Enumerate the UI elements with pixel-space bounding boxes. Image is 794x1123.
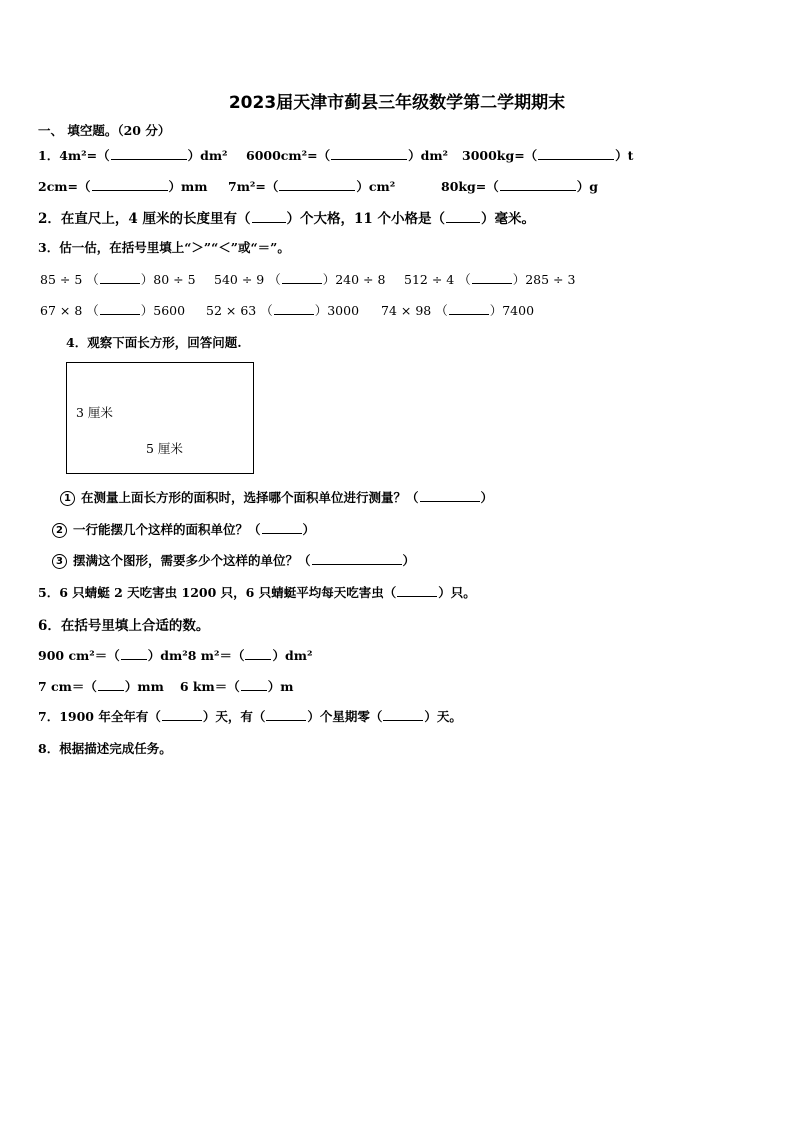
answer-blank[interactable]: [279, 179, 355, 191]
answer-blank[interactable]: [312, 553, 402, 565]
q5-text-b: ）只。: [438, 585, 476, 600]
answer-blank[interactable]: [100, 303, 140, 315]
answer-blank[interactable]: [241, 679, 267, 691]
question-5: [38, 583, 476, 601]
q3-item: [40, 270, 196, 288]
q3-right: ）285 ÷ 3: [512, 272, 576, 287]
q2-text-b: ）个大格，11 个小格是（: [286, 211, 445, 227]
q1-row2-c-group: [441, 177, 598, 195]
q3-item: [404, 270, 575, 288]
q6-row1-a-unit: ）dm²: [147, 648, 188, 663]
q4-sub-1: [60, 488, 493, 506]
answer-blank[interactable]: [383, 709, 423, 721]
q3-right: ）80 ÷ 5: [140, 272, 196, 287]
q1-row2-a: 2cm=（: [38, 179, 91, 194]
q6-row2: [38, 677, 294, 695]
answer-blank[interactable]: [331, 148, 407, 160]
q6-row2-a-unit: ）mm: [124, 679, 164, 694]
q6-row1-b: 8 m²＝（: [187, 648, 245, 663]
q3-left: 52 × 63 （: [206, 303, 273, 318]
answer-blank[interactable]: [472, 272, 512, 284]
q7-text-b: ）天，有（: [202, 709, 266, 724]
answer-blank[interactable]: [92, 179, 168, 191]
q6-row1-b-unit: ）dm²: [272, 648, 313, 663]
q1-row1-c-unit: ）t: [615, 148, 634, 163]
q3-right: ）5600: [140, 303, 186, 318]
answer-blank[interactable]: [98, 679, 124, 691]
q1-row2-c-unit: ）g: [576, 179, 599, 194]
answer-blank[interactable]: [397, 585, 437, 597]
q7-text-a: 7．1900 年全年有（: [38, 709, 161, 724]
answer-blank[interactable]: [100, 272, 140, 284]
question-3-instruction: 3．估一估，在括号里填上“＞”“＜”或“＝”。: [38, 240, 290, 255]
q6-row2-a: 7 cm＝（: [38, 679, 97, 694]
answer-blank[interactable]: [274, 303, 314, 315]
q1-row2: [38, 177, 207, 195]
q3-item: [40, 301, 185, 319]
answer-blank[interactable]: [538, 148, 614, 160]
q1-row2-a-unit: ）mm: [168, 179, 208, 194]
q3-item: [206, 301, 359, 319]
q4-sub-2-text: 一行能摆几个这样的面积单位？（: [73, 522, 261, 537]
q4-sub-3-text: 摆满这个图形，需要多少个这样的单位？（: [73, 553, 311, 568]
answer-blank[interactable]: [111, 148, 187, 160]
q3-left: 85 ÷ 5 （: [40, 272, 99, 287]
q1-row2-c: 80kg=（: [441, 179, 499, 194]
q1-row2-b-group: [228, 177, 395, 195]
q7-text-c: ）个星期零（: [307, 709, 383, 724]
answer-blank[interactable]: [162, 709, 202, 721]
circled-number-3: 3: [52, 554, 67, 569]
answer-blank[interactable]: [282, 272, 322, 284]
answer-blank[interactable]: [420, 490, 480, 502]
q6-row2-b: 6 km＝（: [179, 679, 240, 694]
question-2: [38, 207, 535, 227]
q6-row1: [38, 646, 312, 664]
q4-sub-2: [52, 520, 315, 538]
q1-row2-b-unit: ）cm²: [356, 179, 396, 194]
q1-row1: [38, 146, 228, 164]
q1-row1-c-group: [462, 146, 633, 164]
answer-blank[interactable]: [262, 522, 302, 534]
answer-blank[interactable]: [449, 303, 489, 315]
q3-left: 74 × 98 （: [381, 303, 448, 318]
question-6-instruction: 6．在括号里填上合适的数。: [38, 618, 210, 634]
q1-row1-b-unit: ）dm²: [408, 148, 449, 163]
question-7: [38, 707, 462, 725]
q6-row1-a: 900 cm²＝（: [38, 648, 120, 663]
answer-blank[interactable]: [121, 648, 147, 660]
q1-row1-c: 3000kg=（: [462, 148, 538, 163]
circled-number-2: 2: [52, 523, 67, 538]
rectangle-figure: [66, 362, 254, 474]
q1-row1-a: 1．4m²=（: [38, 148, 110, 163]
rect-height-label: 3 厘米: [76, 405, 113, 420]
q4-sub-2-end: ）: [302, 522, 316, 537]
question-4-instruction: 4．观察下面长方形，回答问题.: [66, 335, 242, 350]
q3-right: ）240 ÷ 8: [322, 272, 386, 287]
q1-row2-b: 7m²=（: [228, 179, 279, 194]
answer-blank[interactable]: [245, 648, 271, 660]
q3-right: ）7400: [489, 303, 535, 318]
q3-left: 540 ÷ 9 （: [214, 272, 281, 287]
q3-left: 67 × 8 （: [40, 303, 99, 318]
answer-blank[interactable]: [266, 709, 306, 721]
q2-text-c: ）毫米。: [481, 211, 535, 227]
q4-sub-1-end: ）: [480, 490, 494, 505]
answer-blank[interactable]: [500, 179, 576, 191]
q3-left: 512 ÷ 4 （: [404, 272, 471, 287]
q5-text-a: 5．6 只蜻蜓 2 天吃害虫 1200 只，6 只蜻蜓平均每天吃害虫（: [38, 585, 397, 600]
q1-row1-b-group: [246, 146, 448, 164]
q3-item: [214, 270, 385, 288]
q2-text-a: 2．在直尺上，4 厘米的长度里有（: [38, 211, 251, 227]
answer-blank[interactable]: [252, 211, 286, 223]
page-title: 2023届天津市蓟县三年级数学第二学期期末: [228, 93, 566, 113]
section-heading: 一、 填空题。（20 分）: [38, 123, 171, 138]
q3-right: ）3000: [314, 303, 360, 318]
q4-sub-1-text: 在测量上面长方形的面积时，选择哪个面积单位进行测量？（: [81, 490, 419, 505]
question-8: 8．根据描述完成任务。: [38, 741, 172, 756]
rect-width-label: 5 厘米: [146, 441, 183, 456]
q7-text-d: ）天。: [424, 709, 462, 724]
q3-item: [381, 301, 534, 319]
answer-blank[interactable]: [446, 211, 480, 223]
q1-row1-a-unit: ）dm²: [187, 148, 228, 163]
q1-row1-b: 6000cm²=（: [246, 148, 331, 163]
q6-row2-b-unit: ）m: [267, 679, 294, 694]
q4-sub-3-end: ）: [402, 553, 416, 568]
q4-sub-3: [52, 551, 415, 569]
circled-number-1: 1: [60, 491, 75, 506]
